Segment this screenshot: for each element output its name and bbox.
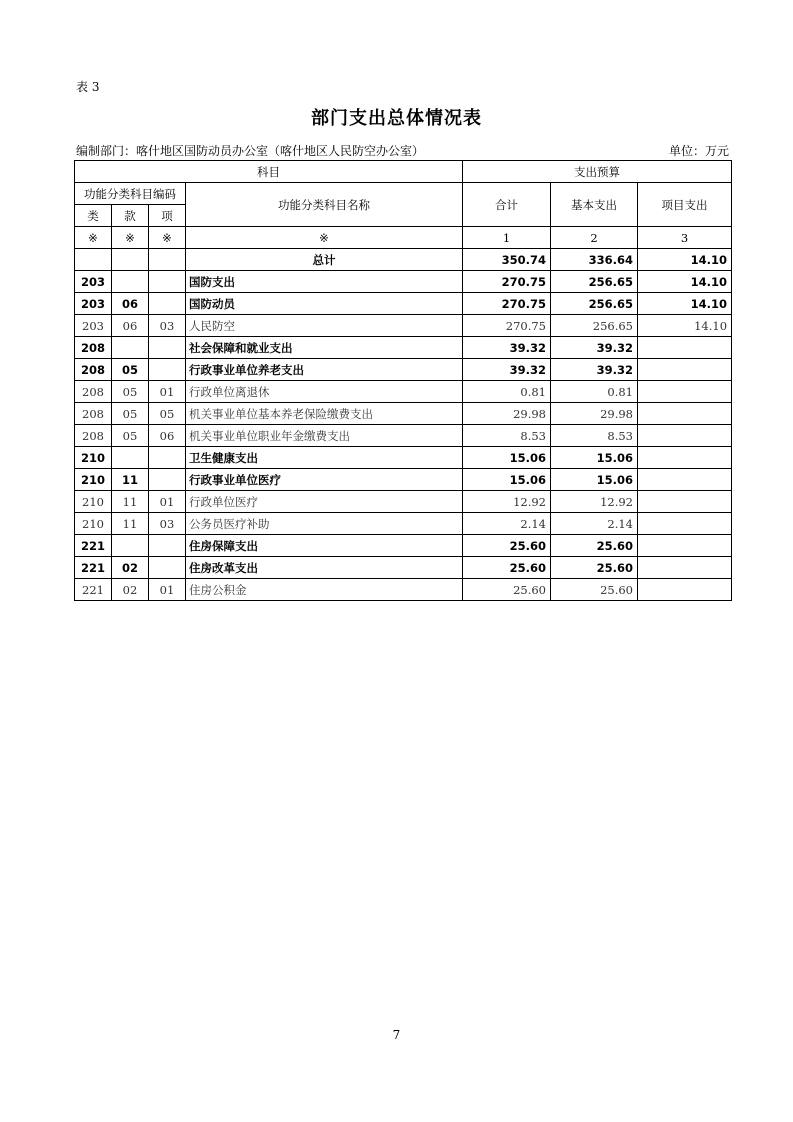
header-subject: 科目 bbox=[75, 161, 463, 183]
header-xiang: 项 bbox=[149, 205, 186, 227]
subject-name-cell: 人民防空 bbox=[186, 315, 463, 337]
project-cell bbox=[638, 491, 732, 513]
page-number: 7 bbox=[392, 1028, 401, 1042]
table-row bbox=[75, 337, 732, 359]
code-xiang-cell bbox=[149, 557, 186, 579]
code-kuan-cell: 05 bbox=[112, 359, 149, 381]
code-lei-cell: 208 bbox=[75, 403, 112, 425]
column-index: 2 bbox=[551, 227, 638, 249]
table-label: 表 3 bbox=[76, 80, 100, 94]
table-row bbox=[75, 513, 732, 535]
department-label: 编制部门：喀什地区国防动员办公室（喀什地区人民防空办公室） bbox=[76, 144, 425, 158]
subject-name-cell: 卫生健康支出 bbox=[186, 447, 463, 469]
total-cell: 270.75 bbox=[463, 271, 551, 293]
header-basic: 基本支出 bbox=[551, 183, 638, 227]
total-cell: 29.98 bbox=[463, 403, 551, 425]
code-lei-cell: 210 bbox=[75, 469, 112, 491]
table-row bbox=[75, 249, 732, 271]
project-cell bbox=[638, 513, 732, 535]
project-cell bbox=[638, 425, 732, 447]
table-row bbox=[75, 315, 732, 337]
code-kuan-cell: 06 bbox=[112, 315, 149, 337]
subject-name-cell: 住房公积金 bbox=[186, 579, 463, 601]
project-cell: 14.10 bbox=[638, 315, 732, 337]
basic-cell: 25.60 bbox=[551, 535, 638, 557]
header-project: 项目支出 bbox=[638, 183, 732, 227]
subject-name-cell: 机关事业单位基本养老保险缴费支出 bbox=[186, 403, 463, 425]
basic-cell: 8.53 bbox=[551, 425, 638, 447]
column-index: 3 bbox=[638, 227, 732, 249]
code-lei-cell: 208 bbox=[75, 425, 112, 447]
code-lei-cell: 210 bbox=[75, 491, 112, 513]
table-row bbox=[75, 425, 732, 447]
code-lei-cell bbox=[75, 249, 112, 271]
code-xiang-cell bbox=[149, 469, 186, 491]
project-cell bbox=[638, 447, 732, 469]
code-xiang-cell bbox=[149, 249, 186, 271]
project-cell bbox=[638, 535, 732, 557]
basic-cell: 256.65 bbox=[551, 315, 638, 337]
code-xiang-cell: 03 bbox=[149, 315, 186, 337]
code-kuan-cell: 02 bbox=[112, 557, 149, 579]
header-total: 合计 bbox=[463, 183, 551, 227]
basic-cell: 336.64 bbox=[551, 249, 638, 271]
code-kuan-cell: 11 bbox=[112, 491, 149, 513]
code-xiang-cell bbox=[149, 337, 186, 359]
basic-cell: 15.06 bbox=[551, 447, 638, 469]
mark-cell: ※ bbox=[186, 227, 463, 249]
subject-name-cell: 总计 bbox=[186, 249, 463, 271]
code-kuan-cell: 11 bbox=[112, 469, 149, 491]
table-row bbox=[75, 491, 732, 513]
code-xiang-cell: 06 bbox=[149, 425, 186, 447]
total-cell: 270.75 bbox=[463, 293, 551, 315]
basic-cell: 256.65 bbox=[551, 293, 638, 315]
code-kuan-cell: 05 bbox=[112, 403, 149, 425]
subject-name-cell: 行政事业单位医疗 bbox=[186, 469, 463, 491]
subject-name-cell: 行政单位医疗 bbox=[186, 491, 463, 513]
code-kuan-cell: 11 bbox=[112, 513, 149, 535]
code-lei-cell: 208 bbox=[75, 381, 112, 403]
code-xiang-cell: 01 bbox=[149, 579, 186, 601]
table-row bbox=[75, 469, 732, 491]
project-cell bbox=[638, 557, 732, 579]
subject-name-cell: 社会保障和就业支出 bbox=[186, 337, 463, 359]
basic-cell: 25.60 bbox=[551, 579, 638, 601]
table-row bbox=[75, 447, 732, 469]
subject-name-cell: 国防动员 bbox=[186, 293, 463, 315]
project-cell bbox=[638, 381, 732, 403]
project-cell bbox=[638, 359, 732, 381]
code-xiang-cell bbox=[149, 293, 186, 315]
table-row bbox=[75, 403, 732, 425]
code-lei-cell: 208 bbox=[75, 359, 112, 381]
total-cell: 0.81 bbox=[463, 381, 551, 403]
total-cell: 12.92 bbox=[463, 491, 551, 513]
code-lei-cell: 210 bbox=[75, 447, 112, 469]
mark-cell: ※ bbox=[149, 227, 186, 249]
code-lei-cell: 203 bbox=[75, 293, 112, 315]
header-kuan: 款 bbox=[112, 205, 149, 227]
total-cell: 39.32 bbox=[463, 337, 551, 359]
total-cell: 25.60 bbox=[463, 557, 551, 579]
code-kuan-cell bbox=[112, 337, 149, 359]
project-cell bbox=[638, 469, 732, 491]
basic-cell: 15.06 bbox=[551, 469, 638, 491]
table-row bbox=[75, 359, 732, 381]
table-row bbox=[75, 535, 732, 557]
code-kuan-cell: 06 bbox=[112, 293, 149, 315]
total-cell: 2.14 bbox=[463, 513, 551, 535]
code-kuan-cell bbox=[112, 249, 149, 271]
code-xiang-cell bbox=[149, 447, 186, 469]
code-xiang-cell bbox=[149, 359, 186, 381]
project-cell: 14.10 bbox=[638, 293, 732, 315]
unit-label: 单位：万元 bbox=[668, 144, 729, 158]
basic-cell: 39.32 bbox=[551, 359, 638, 381]
total-cell: 39.32 bbox=[463, 359, 551, 381]
basic-cell: 256.65 bbox=[551, 271, 638, 293]
subject-name-cell: 行政单位离退休 bbox=[186, 381, 463, 403]
table-row bbox=[75, 579, 732, 601]
code-kuan-cell bbox=[112, 535, 149, 557]
code-kuan-cell bbox=[112, 447, 149, 469]
project-cell: 14.10 bbox=[638, 271, 732, 293]
total-cell: 25.60 bbox=[463, 535, 551, 557]
code-kuan-cell bbox=[112, 271, 149, 293]
basic-cell: 2.14 bbox=[551, 513, 638, 535]
code-lei-cell: 221 bbox=[75, 557, 112, 579]
code-xiang-cell bbox=[149, 535, 186, 557]
code-lei-cell: 210 bbox=[75, 513, 112, 535]
subject-name-cell: 国防支出 bbox=[186, 271, 463, 293]
basic-cell: 25.60 bbox=[551, 557, 638, 579]
total-cell: 15.06 bbox=[463, 469, 551, 491]
code-kuan-cell: 05 bbox=[112, 425, 149, 447]
project-cell bbox=[638, 337, 732, 359]
subject-name-cell: 机关事业单位职业年金缴费支出 bbox=[186, 425, 463, 447]
table-row bbox=[75, 557, 732, 579]
code-lei-cell: 221 bbox=[75, 579, 112, 601]
header-lei: 类 bbox=[75, 205, 112, 227]
code-lei-cell: 208 bbox=[75, 337, 112, 359]
column-index: 1 bbox=[463, 227, 551, 249]
basic-cell: 39.32 bbox=[551, 337, 638, 359]
mark-cell: ※ bbox=[112, 227, 149, 249]
project-cell: 14.10 bbox=[638, 249, 732, 271]
subject-name-cell: 住房保障支出 bbox=[186, 535, 463, 557]
basic-cell: 12.92 bbox=[551, 491, 638, 513]
table-row bbox=[75, 381, 732, 403]
code-lei-cell: 203 bbox=[75, 271, 112, 293]
code-xiang-cell: 05 bbox=[149, 403, 186, 425]
total-cell: 270.75 bbox=[463, 315, 551, 337]
header-code-group: 功能分类科目编码 bbox=[75, 183, 186, 205]
project-cell bbox=[638, 403, 732, 425]
header-name: 功能分类科目名称 bbox=[186, 183, 463, 227]
page-title: 部门支出总体情况表 bbox=[311, 108, 482, 129]
code-lei-cell: 221 bbox=[75, 535, 112, 557]
header-budget: 支出预算 bbox=[463, 161, 732, 183]
expenditure-table bbox=[74, 160, 732, 601]
total-cell: 8.53 bbox=[463, 425, 551, 447]
code-kuan-cell: 05 bbox=[112, 381, 149, 403]
project-cell bbox=[638, 579, 732, 601]
basic-cell: 0.81 bbox=[551, 381, 638, 403]
total-cell: 25.60 bbox=[463, 579, 551, 601]
table-row bbox=[75, 271, 732, 293]
mark-cell: ※ bbox=[75, 227, 112, 249]
code-xiang-cell: 03 bbox=[149, 513, 186, 535]
subject-name-cell: 行政事业单位养老支出 bbox=[186, 359, 463, 381]
total-cell: 350.74 bbox=[463, 249, 551, 271]
code-xiang-cell: 01 bbox=[149, 491, 186, 513]
basic-cell: 29.98 bbox=[551, 403, 638, 425]
code-kuan-cell: 02 bbox=[112, 579, 149, 601]
total-cell: 15.06 bbox=[463, 447, 551, 469]
subject-name-cell: 公务员医疗补助 bbox=[186, 513, 463, 535]
code-lei-cell: 203 bbox=[75, 315, 112, 337]
subject-name-cell: 住房改革支出 bbox=[186, 557, 463, 579]
code-xiang-cell: 01 bbox=[149, 381, 186, 403]
code-xiang-cell bbox=[149, 271, 186, 293]
table-row bbox=[75, 293, 732, 315]
table-body bbox=[75, 249, 732, 601]
